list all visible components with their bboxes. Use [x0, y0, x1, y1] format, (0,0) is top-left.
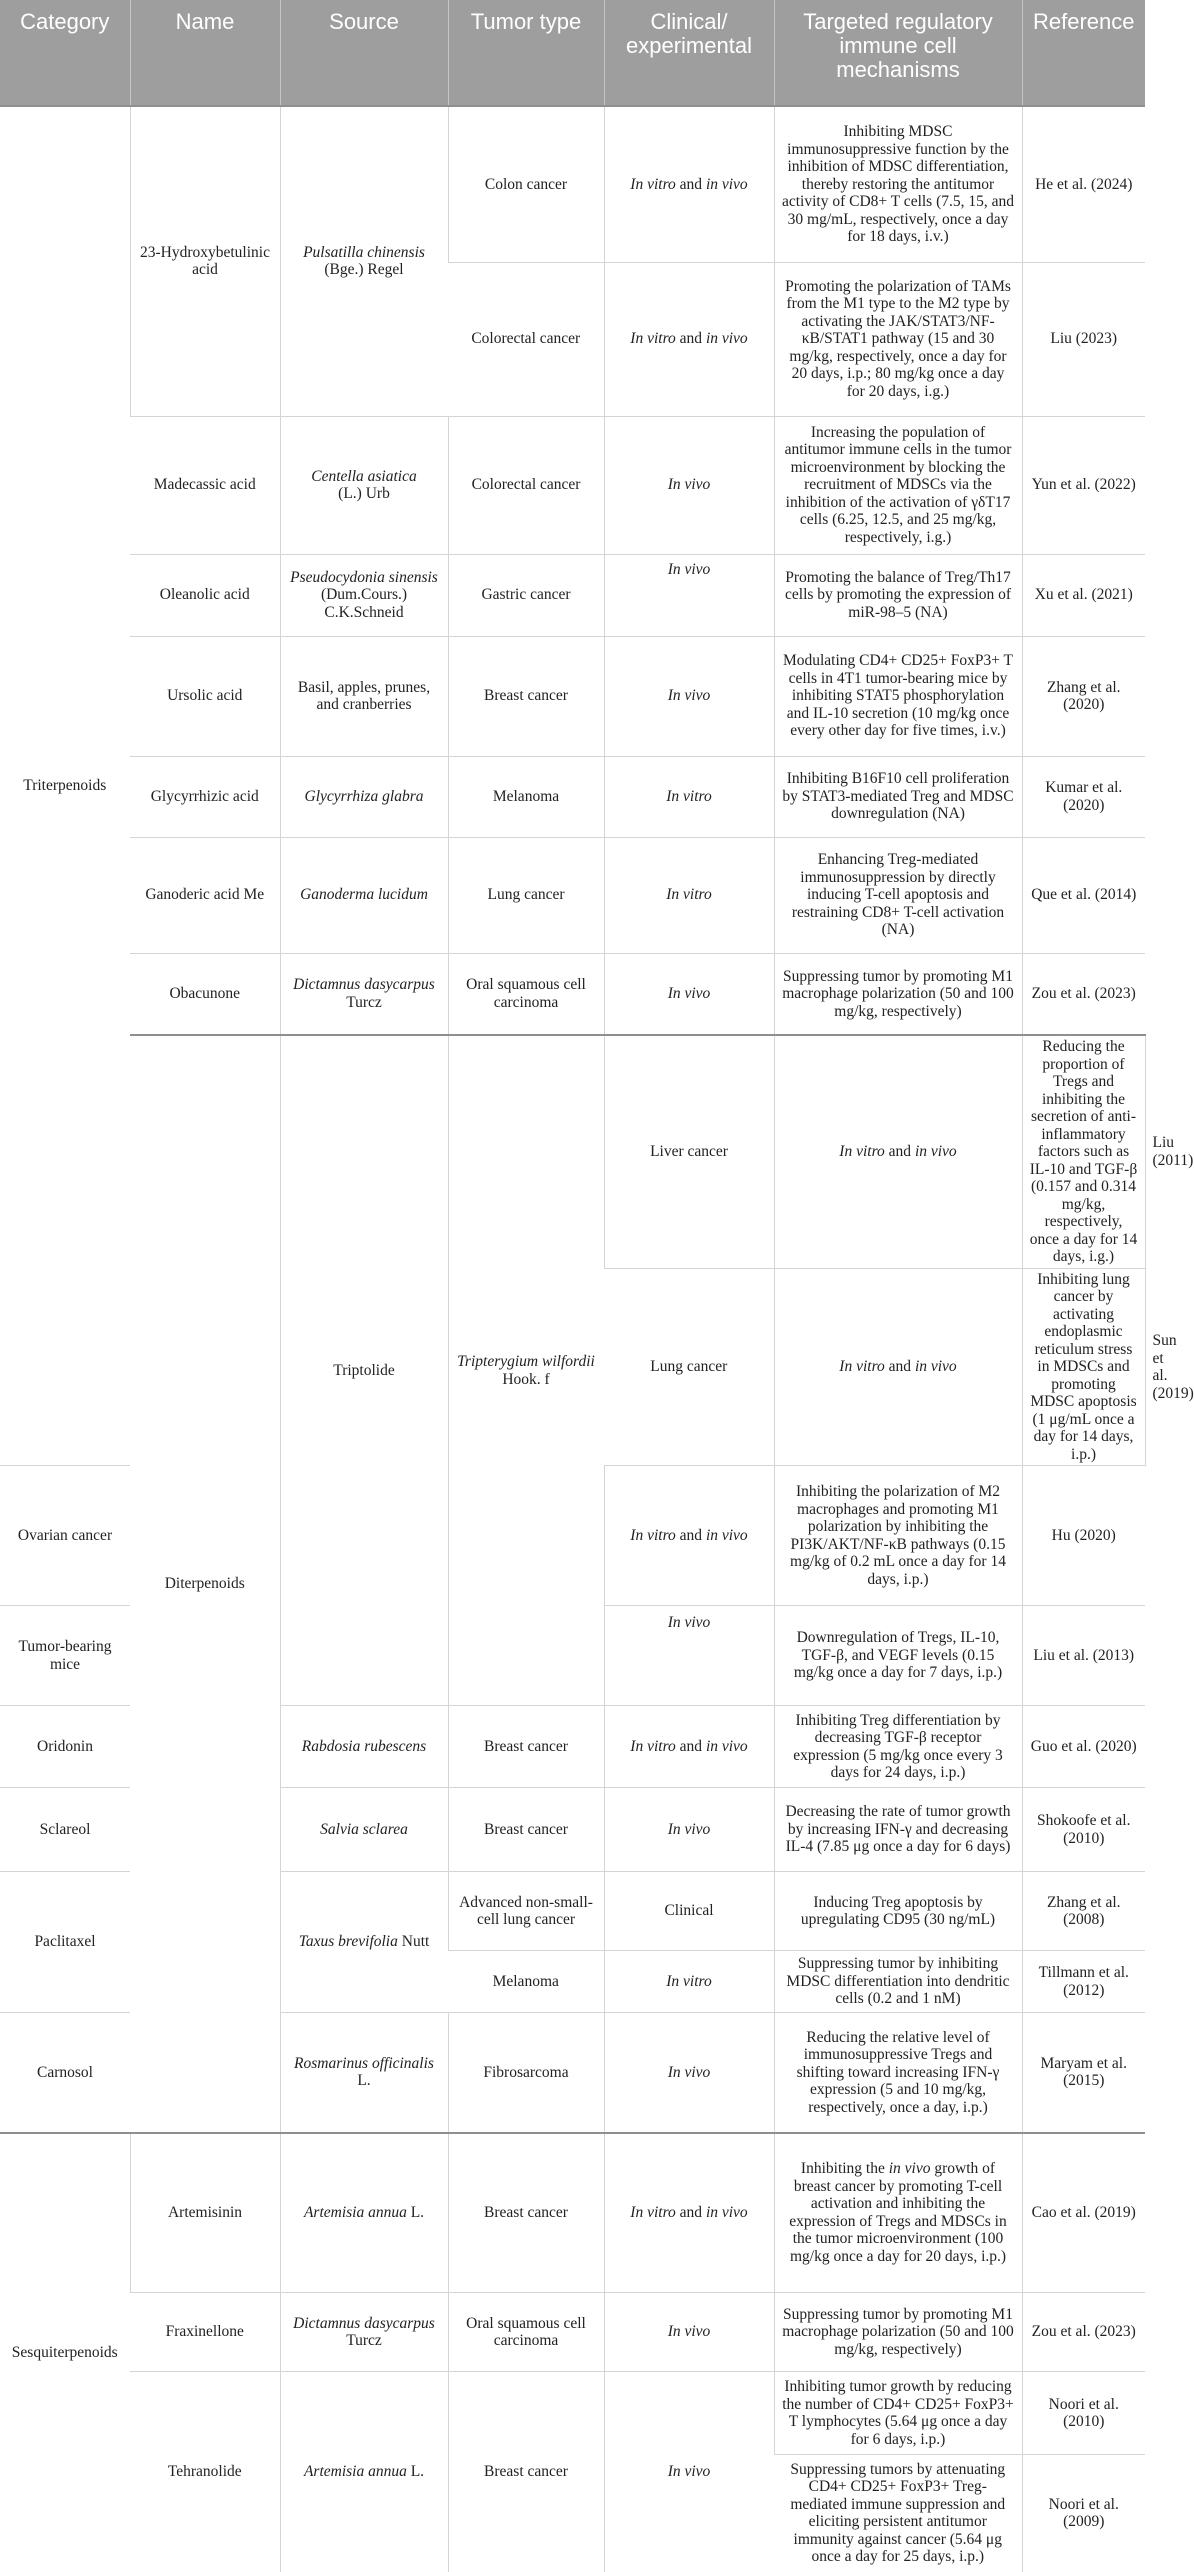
compound-name: Artemisinin — [130, 2133, 280, 2293]
header-source: Source — [280, 0, 448, 106]
table-row — [0, 756, 1145, 837]
reference-cell: Cao et al. (2019) — [1022, 2133, 1145, 2293]
clinical-cell: In vivo — [604, 636, 774, 756]
compound-name: Tehranolide — [130, 2372, 280, 2572]
source-authority: L. — [410, 2204, 425, 2221]
mechanism-cell — [774, 2133, 1022, 2293]
table-row: Diterpenoids Triptolide Tripterygium wilfordii Hook. f Liver cancer In vitro and in vivo Reducing the proportion of Tregs and inhibiting the secretion of anti-inflammatory factors such as IL-10 and TGF-β (0.157 and 0.314 mg/kg, respectively, once a day for 14 days, i.g.) Liu (2011) — [0, 1035, 1145, 1268]
clinical-cell: In vivo — [604, 416, 774, 554]
category-cell: Sesquiterpenoids — [0, 2133, 130, 2572]
table-row — [0, 2133, 1145, 2293]
table-row — [0, 636, 1145, 756]
reference-cell: Guo et al. (2020) — [1022, 1706, 1145, 1788]
in-vitro-term: In vitro — [630, 1526, 676, 1544]
clinical-cell: In vivo — [604, 2013, 774, 2133]
header-category: Category — [0, 0, 130, 106]
source-species: Pulsatilla chinensis — [303, 243, 425, 261]
category-cell: Triterpenoids — [0, 106, 130, 1466]
reference-cell: Zhang et al. (2020) — [1022, 636, 1145, 756]
in-vivo-term: in vivo — [705, 1526, 748, 1544]
tumor-type-cell: Colon cancer — [448, 106, 604, 262]
source-authority: Hook. f — [502, 1370, 550, 1388]
table-row: Lung cancer In vitro and in vivo Inhibiting lung cancer by activating endoplasmic reticulum stress in MDSCs and promoting MDSC apoptosis (1 μg/mL once a day for 14 days, i.p.) Sun et al. (2019) — [0, 1268, 1145, 1466]
mechanism-text-italic: in vivo — [888, 2160, 931, 2178]
tumor-type-cell: Melanoma — [448, 756, 604, 837]
reference-cell: Zou et al. (2023) — [1022, 953, 1145, 1035]
tumor-type-cell: Colorectal cancer — [448, 416, 604, 554]
category-cell: Diterpenoids — [130, 1035, 280, 2133]
reference-cell: Maryam et al. (2015) — [1022, 2013, 1145, 2133]
compound-name: Triptolide — [280, 1035, 448, 1706]
clinical-cell: In vivo — [604, 953, 774, 1035]
mechanism-cell: Suppressing tumor by promoting M1 macrophage polarization (50 and 100 mg/kg, respectively) — [774, 2293, 1022, 2372]
source-cell — [280, 106, 448, 416]
and-term: and — [679, 1526, 703, 1544]
compound-name: Madecassic acid — [130, 416, 280, 554]
source-authority: L. — [357, 2072, 371, 2090]
and-term: and — [888, 1143, 912, 1160]
source-cell: Salvia sclarea — [280, 1788, 448, 1872]
mechanism-cell: Downregulation of Tregs, IL-10, TGF-β, and VEGF levels (0.15 mg/kg once a day for 7 days, i.p.) — [774, 1606, 1022, 1706]
mechanism-cell — [774, 636, 1022, 756]
source-cell: Rabdosia rubescens — [280, 1706, 448, 1788]
clinical-cell — [604, 262, 774, 416]
source-cell — [280, 2372, 448, 2572]
in-vivo-term: in vivo — [914, 1143, 957, 1160]
source-authority: Nutt — [401, 1933, 430, 1951]
tumor-type-cell: Ovarian cancer — [0, 1466, 130, 1606]
table-row — [0, 837, 1145, 953]
source-authority: Turcz — [346, 2332, 382, 2349]
mechanism-cell: Suppressing tumors by attenuating CD4+ CD25+ FoxP3+ Treg-mediated immune suppression and eliciting persistent antitumor immunity against cancer (5.64 μg once a day for 25 days, i.p.) — [774, 2455, 1022, 2572]
in-vivo-term: in vivo — [914, 1358, 957, 1375]
compound-name: 23-Hydroxybetulinic acid — [130, 106, 280, 416]
clinical-cell — [774, 1035, 1022, 1268]
source-cell — [280, 1872, 448, 2013]
header-reference: Reference — [1022, 0, 1145, 106]
reference-cell: Noori et al. (2010) — [1022, 2372, 1145, 2455]
clinical-cell: In vivo — [604, 2372, 774, 2572]
reference-cell: Noori et al. (2009) — [1022, 2455, 1145, 2572]
compound-name: Ursolic acid — [130, 636, 280, 756]
source-cell — [280, 2013, 448, 2133]
clinical-cell: In vivo — [604, 1788, 774, 1872]
source-cell — [280, 2293, 448, 2372]
clinical-cell: Clinical — [604, 1872, 774, 1951]
mechanism-cell: Inhibiting tumor growth by reducing the number of CD4+ CD25+ FoxP3+ T lymphocytes (5.64 μg once a day for 6 days, i.p.) — [774, 2372, 1022, 2455]
and-term: and — [888, 1358, 912, 1375]
in-vitro-term: In vitro — [839, 1358, 885, 1375]
mechanism-cell: Inhibiting Treg differentiation by decreasing TGF-β receptor expression (5 mg/kg once every 3 days for 24 days, i.p.) — [774, 1706, 1022, 1788]
tumor-type-cell: Liver cancer — [604, 1035, 774, 1268]
source-cell: Glycyrrhiza glabra — [280, 756, 448, 837]
compound-name: Fraxinellone — [130, 2293, 280, 2372]
source-cell — [280, 554, 448, 636]
compound-name: Glycyrrhizic acid — [130, 756, 280, 837]
mechanism-cell: Reducing the relative level of immunosuppressive Tregs and shifting toward increasing IFN-γ expression (5 and 10 mg/kg, respectively, once a day, i.p.) — [774, 2013, 1022, 2133]
tumor-type-cell: Breast cancer — [448, 1788, 604, 1872]
tumor-type-cell: Advanced non-small-cell lung cancer — [448, 1872, 604, 1951]
tumor-type-cell: Breast cancer — [448, 2372, 604, 2572]
table-row — [0, 2293, 1145, 2372]
mechanism-cell: Inhibiting the polarization of M2 macrophages and promoting M1 polarization by inhibiting the PI3K/AKT/NF-κB pathways (0.15 mg/kg of 0.2 mL once a day for 14 days, i.p.) — [774, 1466, 1022, 1606]
reference-cell: Liu et al. (2013) — [1022, 1606, 1145, 1706]
and-term: and — [679, 1737, 703, 1755]
tumor-type-cell: Tumor-bearing mice — [0, 1606, 130, 1706]
clinical-cell: In vitro — [604, 756, 774, 837]
clinical-cell: In vivo — [604, 1606, 774, 1706]
reference-cell: He et al. (2024) — [1022, 106, 1145, 262]
clinical-cell — [604, 106, 774, 262]
tumor-type-cell: Colorectal cancer — [448, 262, 604, 416]
source-species: Tripterygium wilfordii — [457, 1353, 595, 1370]
mechanism-cell: Promoting the polarization of TAMs from the M1 type to the M2 type by activating the JAK/STAT3/NF-κB/STAT1 pathway (15 and 30 mg/kg, respectively, once a day for 20 days, i.p.; 80 mg/kg once a day for 20 days, i.g.) — [774, 262, 1022, 416]
tumor-type-cell: Oral squamous cell carcinoma — [448, 2293, 604, 2372]
source-species: Dictamnus dasycarpus — [293, 2314, 435, 2332]
mechanism-cell: Inducing Treg apoptosis by upregulating CD95 (30 ng/mL) — [774, 1872, 1022, 1951]
in-vitro-term: In vitro — [630, 2204, 676, 2221]
clinical-cell — [604, 1466, 774, 1606]
tumor-type-cell: Breast cancer — [448, 1706, 604, 1788]
clinical-cell — [604, 1706, 774, 1788]
mechanism-cell: Decreasing the rate of tumor growth by increasing IFN-γ and decreasing IL-4 (7.85 μg once a day for 6 days) — [774, 1788, 1022, 1872]
mechanism-cell: Inhibiting lung cancer by activating endoplasmic reticulum stress in MDSCs and promoting MDSC apoptosis (1 μg/mL once a day for 14 days, i.p.) — [1022, 1268, 1145, 1466]
source-authority: L. — [410, 2463, 425, 2480]
reference-cell: Shokoofe et al. (2010) — [1022, 1788, 1145, 1872]
mechanism-cell: Reducing the proportion of Tregs and inhibiting the secretion of anti-inflammatory factors such as IL-10 and TGF-β (0.157 and 0.314 mg/kg, respectively, once a day for 14 days, i.g.) — [1022, 1035, 1145, 1268]
in-vitro-term: In vitro — [630, 330, 676, 348]
table-row — [0, 554, 1145, 636]
tumor-type-cell: Breast cancer — [448, 2133, 604, 2293]
mechanism-text-pre: Inhibiting the — [800, 2160, 885, 2178]
reference-cell: Zhang et al. (2008) — [1022, 1872, 1145, 1951]
source-species: Rosmarinus officinalis — [294, 2054, 434, 2072]
source-species: Artemisia annua — [303, 2463, 407, 2480]
mechanism-cell: Inhibiting B16F10 cell proliferation by STAT3-mediated Treg and MDSC downregulation (NA) — [774, 756, 1022, 837]
source-authority: (Bge.) Regel — [324, 261, 404, 279]
in-vitro-term: In vitro — [839, 1143, 885, 1160]
clinical-cell — [604, 2133, 774, 2293]
clinical-cell: In vitro — [604, 837, 774, 953]
compound-name: Oridonin — [0, 1706, 130, 1788]
source-cell: Basil, apples, prunes, and cranberries — [280, 636, 448, 756]
in-vivo-term: in vivo — [705, 1737, 748, 1755]
compound-name: Ganoderic acid Me — [130, 837, 280, 953]
tumor-type-cell: Breast cancer — [448, 636, 604, 756]
and-term: and — [679, 175, 703, 193]
tumor-type-cell: Melanoma — [448, 1951, 604, 2013]
clinical-cell: In vivo — [604, 554, 774, 636]
compound-name: Obacunone — [130, 953, 280, 1035]
in-vitro-term: In vitro — [630, 1737, 676, 1755]
and-term: and — [679, 2204, 703, 2221]
reference-cell: Yun et al. (2022) — [1022, 416, 1145, 554]
source-authority: (L.) Urb — [338, 485, 390, 502]
source-species: Dictamnus dasycarpus — [293, 976, 435, 994]
mechanism-cell: Increasing the population of antitumor immune cells in the tumor microenvironment by blocking the recruitment of MDSCs via the inhibition of the activation of γδT17 cells (6.25, 12.5, and 25 mg/kg, respectively, i.g.) — [774, 416, 1022, 554]
compound-name: Paclitaxel — [0, 1872, 130, 2013]
mechanism-cell: Suppressing tumor by promoting M1 macrophage polarization (50 and 100 mg/kg, respectively) — [774, 953, 1022, 1035]
source-cell — [280, 416, 448, 554]
table-row — [0, 953, 1145, 1035]
source-authority: (Dum.Cours.) C.K.Schneid — [320, 586, 408, 621]
clinical-cell — [774, 1268, 1022, 1466]
table-row — [0, 2372, 1145, 2455]
table-row — [0, 106, 1145, 262]
source-cell — [448, 1035, 604, 1706]
tumor-type-cell: Gastric cancer — [448, 554, 604, 636]
table-row — [0, 416, 1145, 554]
source-species: Pseudocydonia sinensis — [290, 568, 438, 586]
in-vivo-term: in vivo — [705, 175, 748, 193]
source-species: Artemisia annua — [303, 2204, 407, 2221]
compound-name: Oleanolic acid — [130, 554, 280, 636]
clinical-cell: In vivo — [604, 2293, 774, 2372]
compound-name: Sclareol — [0, 1788, 130, 1872]
header-name: Name — [130, 0, 280, 106]
and-term: and — [679, 330, 703, 348]
reference-cell: Kumar et al. (2020) — [1022, 756, 1145, 837]
clinical-cell: In vitro — [604, 1951, 774, 2013]
in-vivo-term: in vivo — [705, 330, 748, 348]
source-cell — [280, 2133, 448, 2293]
reference-cell: Zou et al. (2023) — [1022, 2293, 1145, 2372]
in-vivo-term: in vivo — [705, 2204, 748, 2221]
mechanism-text: Modulating CD4+ CD25+ FoxP3+ T cells in 4T1 tumor-bearing mice by inhibiting STAT5 phosphorylation and IL-10 secretion (10 mg/kg once every other day for five times, i.v.) — [782, 652, 1014, 740]
header-clinical: Clinical/ experimental — [604, 0, 774, 106]
mechanism-cell: Promoting the balance of Treg/Th17 cells by promoting the expression of miR-98–5 (NA) — [774, 554, 1022, 636]
compound-name: Carnosol — [0, 2013, 130, 2133]
reference-cell: Xu et al. (2021) — [1022, 554, 1145, 636]
header-row — [0, 0, 1145, 106]
mechanism-text-post: growth of breast cancer by promoting T-cell activation and inhibiting the expression of Tregs and MDSCs in the tumor microenvironment (100 mg/kg once a day for 20 days, i.p.) — [789, 2160, 1007, 2265]
tumor-type-cell: Oral squamous cell carcinoma — [448, 953, 604, 1035]
tumor-type-cell: Lung cancer — [448, 837, 604, 953]
header-mechanisms: Targeted regulatory immune cell mechanisms — [774, 0, 1022, 106]
mechanism-cell: Enhancing Treg-mediated immunosuppression by directly inducing T-cell apoptosis and restraining CD8+ T-cell activation (NA) — [774, 837, 1022, 953]
reference-cell: Que et al. (2014) — [1022, 837, 1145, 953]
reference-cell: Hu (2020) — [1022, 1466, 1145, 1606]
tumor-type-cell: Fibrosarcoma — [448, 2013, 604, 2133]
source-cell: Ganoderma lucidum — [280, 837, 448, 953]
reference-cell: Tillmann et al. (2012) — [1022, 1951, 1145, 2013]
source-species: Taxus brevifolia — [298, 1933, 398, 1951]
source-species: Centella asiatica — [311, 467, 417, 485]
source-authority: Turcz — [346, 993, 382, 1011]
mechanism-cell: Inhibiting MDSC immunosuppressive function by the inhibition of MDSC differentiation, thereby restoring the antitumor activity of CD8+ T cells (7.5, 15, and 30 mg/mL, respectively, once a day for 18 days, i.v.) — [774, 106, 1022, 262]
in-vitro-term: In vitro — [630, 175, 676, 193]
source-cell — [280, 953, 448, 1035]
header-tumor-type: Tumor type — [448, 0, 604, 106]
reference-cell: Liu (2023) — [1022, 262, 1145, 416]
mechanism-cell: Suppressing tumor by inhibiting MDSC differentiation into dendritic cells (0.2 and 1 nM) — [774, 1951, 1022, 2013]
tumor-type-cell: Lung cancer — [604, 1268, 774, 1466]
